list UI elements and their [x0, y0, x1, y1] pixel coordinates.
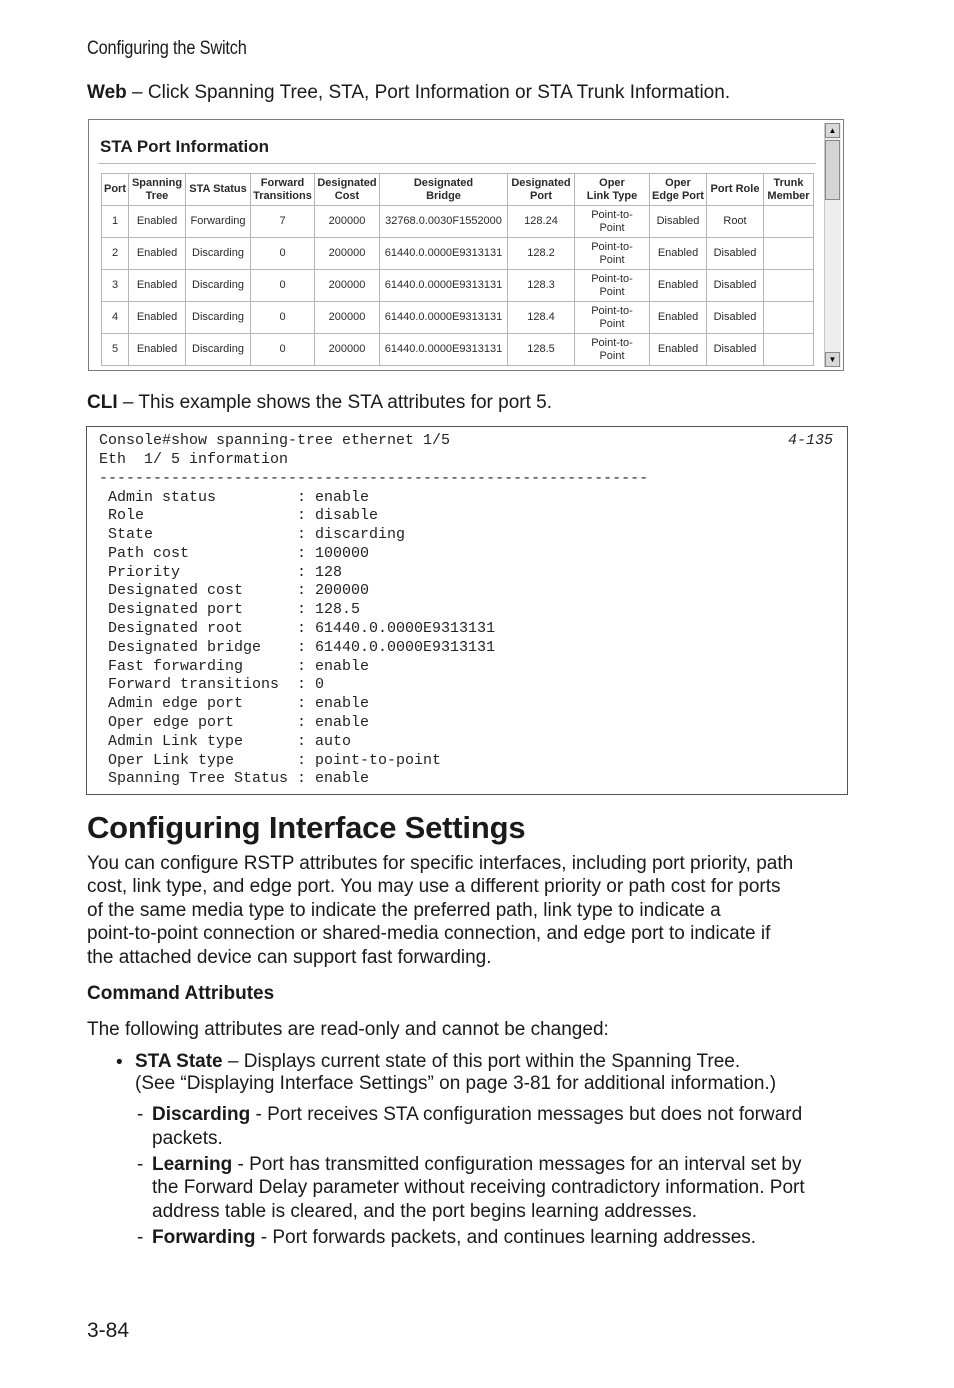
cell-port-role: Root — [707, 206, 764, 238]
cell-trunk-member — [764, 238, 814, 270]
cli-command-reference: 4-135 — [788, 432, 834, 449]
web-intro-text: – Click Spanning Tree, STA, Port Information or STA Trunk Information. — [126, 82, 731, 103]
cell-designated-port: 128.3 — [508, 270, 575, 302]
cell-designated-cost: 200000 — [315, 238, 380, 270]
state-label: Discarding — [152, 1104, 251, 1125]
cli-intro — [87, 392, 552, 414]
col-trunk-member: Trunk Member — [764, 174, 814, 206]
cell-spanning-tree: Enabled — [129, 334, 186, 366]
state-text: - Port has transmitted configuration messages for an interval set by — [232, 1154, 802, 1175]
cell-spanning-tree: Enabled — [129, 206, 186, 238]
cell-oper-link-type: Point-to-Point — [575, 302, 650, 334]
scroll-thumb[interactable] — [825, 140, 840, 200]
cli-line: Designated bridge : 61440.0.0000E9313131 — [99, 639, 496, 656]
cli-line: Fast forwarding : enable — [99, 658, 370, 675]
col-oper-link-type: Oper Link Type — [575, 174, 650, 206]
sta-table-header-row — [102, 174, 814, 206]
state-discarding — [152, 1104, 802, 1126]
cell-trunk-member — [764, 334, 814, 366]
cell-designated-bridge: 61440.0.0000E9313131 — [380, 334, 508, 366]
paragraph-line: the attached device can support fast forwarding. — [87, 947, 492, 968]
cell-sta-status: Discarding — [186, 270, 251, 302]
cell-forward-transitions: 0 — [251, 334, 315, 366]
cell-sta-status: Forwarding — [186, 206, 251, 238]
col-forward-transitions: Forward Transitions — [251, 174, 315, 206]
cell-oper-edge-port: Enabled — [650, 270, 707, 302]
col-spanning-tree: Spanning Tree — [129, 174, 186, 206]
cell-oper-link-type: Point-to-Point — [575, 334, 650, 366]
cell-oper-edge-port: Enabled — [650, 302, 707, 334]
cell-forward-transitions: 0 — [251, 238, 315, 270]
cell-oper-link-type: Point-to-Point — [575, 206, 650, 238]
cell-port-role: Disabled — [707, 270, 764, 302]
table-row — [102, 270, 814, 302]
sta-title-divider — [98, 163, 816, 164]
cell-designated-bridge: 32768.0.0030F1552000 — [380, 206, 508, 238]
col-oper-edge-port: Oper Edge Port — [650, 174, 707, 206]
scroll-up-arrow-icon[interactable]: ▲ — [825, 123, 840, 138]
web-intro — [87, 82, 730, 104]
cell-oper-link-type: Point-to-Point — [575, 270, 650, 302]
cli-line: Oper edge port : enable — [99, 714, 370, 731]
cell-designated-port: 128.4 — [508, 302, 575, 334]
page-number: 3-84 — [87, 1319, 130, 1342]
cell-designated-cost: 200000 — [315, 270, 380, 302]
cli-line: Spanning Tree Status : enable — [99, 770, 370, 787]
col-designated-port: Designated Port — [508, 174, 575, 206]
readonly-note: The following attributes are read-only and cannot be changed: — [87, 1019, 609, 1040]
cell-spanning-tree: Enabled — [129, 302, 186, 334]
cell-sta-status: Discarding — [186, 302, 251, 334]
paragraph-line: point-to-point connection or shared-media connection, and edge port to indicate if — [87, 923, 771, 944]
cell-port-role: Disabled — [707, 334, 764, 366]
cell-oper-edge-port: Disabled — [650, 206, 707, 238]
cell-port: 5 — [102, 334, 129, 366]
cell-sta-status: Discarding — [186, 334, 251, 366]
cli-line: ------------------------------------------------------------- — [99, 470, 649, 487]
scroll-down-arrow-icon[interactable]: ▼ — [825, 352, 840, 367]
cell-port: 3 — [102, 270, 129, 302]
cell-designated-port: 128.24 — [508, 206, 575, 238]
dash-icon: - — [137, 1104, 144, 1125]
cell-port: 4 — [102, 302, 129, 334]
state-learning — [152, 1154, 801, 1176]
col-designated-bridge: Designated Bridge — [380, 174, 508, 206]
state-text-continued: address table is cleared, and the port begins learning addresses. — [152, 1201, 698, 1222]
state-label: Forwarding — [152, 1227, 256, 1248]
state-text: - Port receives STA configuration messages but does not forward — [250, 1104, 803, 1125]
paragraph-line: of the same media type to indicate the preferred path, link type to indicate a — [87, 900, 721, 921]
cell-designated-port: 128.2 — [508, 238, 575, 270]
dash-icon: - — [137, 1227, 144, 1248]
running-header: Configuring the Switch — [87, 38, 247, 59]
paragraph-line: You can configure RSTP attributes for specific interfaces, including port priority, path — [87, 853, 794, 874]
bullet-text-continued: (See “Displaying Interface Settings” on page 3-81 for additional information.) — [135, 1073, 777, 1094]
state-text-continued: the Forward Delay parameter without receiving contradictory information. Port — [152, 1177, 805, 1198]
cli-line: Admin status : enable — [99, 489, 370, 506]
sta-port-table — [101, 173, 814, 366]
web-intro-label: Web — [87, 82, 127, 103]
cell-trunk-member — [764, 302, 814, 334]
cell-sta-status: Discarding — [186, 238, 251, 270]
cli-line: State : discarding — [99, 526, 406, 543]
state-text: - Port forwards packets, and continues learning addresses. — [255, 1227, 757, 1248]
bullet-text: – Displays current state of this port within the Spanning Tree. — [222, 1051, 741, 1072]
sta-window-title: STA Port Information — [100, 137, 270, 156]
cell-designated-bridge: 61440.0.0000E9313131 — [380, 302, 508, 334]
cell-trunk-member — [764, 270, 814, 302]
cell-designated-bridge: 61440.0.0000E9313131 — [380, 238, 508, 270]
bullet-icon: • — [116, 1052, 123, 1073]
cell-oper-link-type: Point-to-Point — [575, 238, 650, 270]
cell-designated-port: 128.5 — [508, 334, 575, 366]
dash-icon: - — [137, 1154, 144, 1175]
cell-designated-bridge: 61440.0.0000E9313131 — [380, 270, 508, 302]
bullet-label: STA State — [135, 1051, 223, 1072]
paragraph-line: cost, link type, and edge port. You may use a different priority or path cost for ports — [87, 876, 781, 897]
cli-intro-text: – This example shows the STA attributes for port 5. — [117, 392, 553, 413]
cell-spanning-tree: Enabled — [129, 238, 186, 270]
cell-designated-cost: 200000 — [315, 302, 380, 334]
col-designated-cost: Designated Cost — [315, 174, 380, 206]
cell-oper-edge-port: Enabled — [650, 238, 707, 270]
cell-port-role: Disabled — [707, 238, 764, 270]
col-port-role: Port Role — [707, 174, 764, 206]
cli-line: Console#show spanning-tree ethernet 1/5 — [99, 432, 451, 449]
bullet-sta-state — [135, 1051, 740, 1073]
command-attributes-heading: Command Attributes — [87, 983, 275, 1004]
table-row — [102, 238, 814, 270]
cell-port: 2 — [102, 238, 129, 270]
cli-line: Role : disable — [99, 507, 379, 524]
cli-line: Admin Link type : auto — [99, 733, 352, 750]
cell-forward-transitions: 0 — [251, 302, 315, 334]
cli-intro-label: CLI — [87, 392, 118, 413]
table-row — [102, 206, 814, 238]
state-label: Learning — [152, 1154, 233, 1175]
cli-line: Designated root : 61440.0.0000E9313131 — [99, 620, 496, 637]
cell-port: 1 — [102, 206, 129, 238]
cli-line: Forward transitions : 0 — [99, 676, 325, 693]
col-sta-status: STA Status — [186, 174, 251, 206]
sta-window-scrollbar[interactable] — [824, 123, 841, 367]
section-heading: Configuring Interface Settings — [87, 810, 526, 845]
state-text-continued: packets. — [152, 1128, 223, 1149]
cli-line: Designated cost : 200000 — [99, 582, 370, 599]
table-row — [102, 302, 814, 334]
cli-line: Oper Link type : point-to-point — [99, 752, 442, 769]
cell-designated-cost: 200000 — [315, 206, 380, 238]
cli-line: Designated port : 128.5 — [99, 601, 361, 618]
cli-line: Admin edge port : enable — [99, 695, 370, 712]
cell-oper-edge-port: Enabled — [650, 334, 707, 366]
cli-line: Priority : 128 — [99, 564, 343, 581]
cli-line: Path cost : 100000 — [99, 545, 370, 562]
cell-trunk-member — [764, 206, 814, 238]
table-row — [102, 334, 814, 366]
cell-forward-transitions: 7 — [251, 206, 315, 238]
cell-port-role: Disabled — [707, 302, 764, 334]
cell-designated-cost: 200000 — [315, 334, 380, 366]
cli-line: Eth 1/ 5 information — [99, 451, 289, 468]
cell-spanning-tree: Enabled — [129, 270, 186, 302]
state-forwarding — [152, 1227, 756, 1249]
cell-forward-transitions: 0 — [251, 270, 315, 302]
col-port: Port — [102, 174, 129, 206]
